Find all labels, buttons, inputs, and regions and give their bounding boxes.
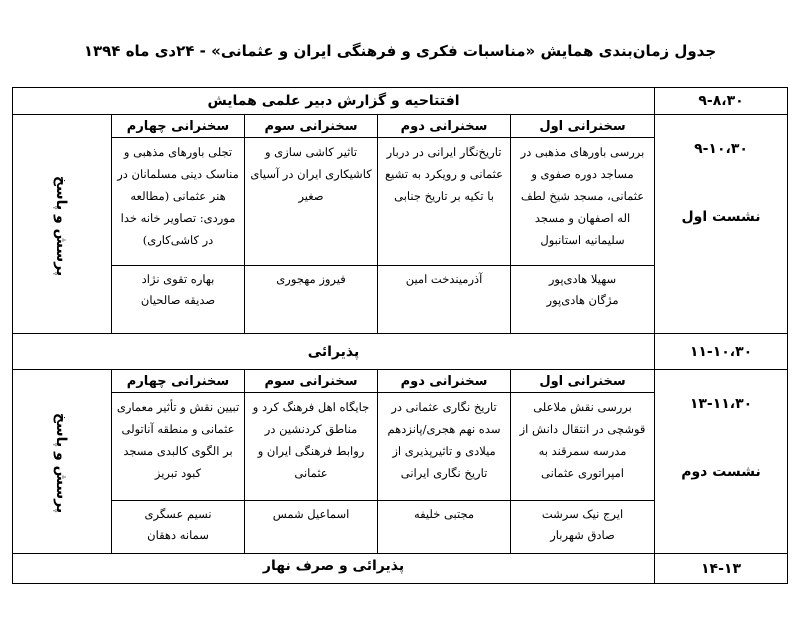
time-lunch: ۱۴-۱۳ xyxy=(655,554,788,584)
row-session2-headers xyxy=(13,370,788,393)
session2-name: نشست دوم xyxy=(681,464,761,480)
time-break1: ۱۱-۱۰،۳۰ xyxy=(655,334,788,370)
row-break1 xyxy=(13,334,788,370)
session1-time-cell xyxy=(655,115,788,334)
s1-speaker4-names: بهاره تقوی نژاد صدیقه صالحیان xyxy=(112,266,245,334)
s2-speaker1-header: سخنرانی اول xyxy=(511,370,655,393)
s1-speaker3-topic: تاثیر کاشی سازی و کاشیکاری ایران در آسیای صغیر xyxy=(245,138,378,266)
break1-label: پذیرائی xyxy=(13,334,655,370)
row-lunch xyxy=(13,554,788,584)
time-opening: ۹-۸،۳۰ xyxy=(655,88,788,115)
row-opening xyxy=(13,88,788,115)
s1-speaker3-names: فیروز مهجوری xyxy=(245,266,378,334)
s1-speaker4-header: سخنرانی چهارم xyxy=(112,115,245,138)
schedule-table xyxy=(12,87,788,584)
s2-speaker2-header: سخنرانی دوم xyxy=(378,370,511,393)
s2-speaker4-header: سخنرانی چهارم xyxy=(112,370,245,393)
s2-speaker3-topic: جایگاه اهل فرهنگ کرد و مناطق کردنشین در روابط فرهنگی ایران و عثمانی xyxy=(245,393,378,501)
s2-speaker4-names: نسیم عسگری سمانه دهقان xyxy=(112,501,245,554)
lunch-label: پذیرائی و صرف نهار xyxy=(13,554,655,584)
s1-speaker2-topic: تاریخ‌نگار ایرانی در دربار عثمانی و رویکرد به تشیع با تکیه بر تاریخ جنابی xyxy=(378,138,511,266)
session1-time: ۹-۱۰،۳۰ xyxy=(694,141,748,157)
s2-speaker2-topic: تاریخ نگاری عثمانی در سده نهم هجری/پانزدهم میلادی و تاثیرپذیری از تاریخ نگاری ایرانی xyxy=(378,393,511,501)
session2-qa: پرسش و پاسخ xyxy=(13,370,112,554)
s1-speaker1-topic: بررسی باورهای مذهبی در مساجد دوره صفوی و عثمانی، مسجد شیخ لطف اله اصفهان و مسجد سلیمانیه استانبول xyxy=(511,138,655,266)
page-title: جدول زمان‌بندی همایش «مناسبات فکری و فرهنگی ایران و عثمانی» - ۲۴دی ماه ۱۳۹۴ xyxy=(83,42,717,60)
s1-speaker2-names: آذرمیندخت امین xyxy=(378,266,511,334)
s2-speaker2-names: مجتبی خلیفه xyxy=(378,501,511,554)
s1-speaker1-header: سخنرانی اول xyxy=(511,115,655,138)
opening-label: افتتاحیه و گزارش دبیر علمی همایش xyxy=(13,88,655,115)
session1-name: نشست اول xyxy=(681,209,761,225)
session2-time-cell xyxy=(655,370,788,554)
s2-speaker1-names: ایرج نیک سرشت صادق شهربار xyxy=(511,501,655,554)
s1-speaker2-header: سخنرانی دوم xyxy=(378,115,511,138)
row-session1-headers xyxy=(13,115,788,138)
s1-speaker3-header: سخنرانی سوم xyxy=(245,115,378,138)
s1-speaker1-names: سهیلا هادی‌پور مژگان هادی‌پور xyxy=(511,266,655,334)
s2-speaker1-topic: بررسی نقش ملاعلی قوشچی در انتقال دانش از مدرسه سمرقند به امپراتوری عثمانی xyxy=(511,393,655,501)
s1-speaker4-topic: تجلی باورهای مذهبی و مناسک دینی مسلمانان در هنر عثمانی (مطالعه موردی: تصاویر خانه خدا در کاشی‌کاری) xyxy=(112,138,245,266)
session1-qa: پرسش و پاسخ xyxy=(13,115,112,334)
s2-speaker3-header: سخنرانی سوم xyxy=(245,370,378,393)
session2-time: ۱۳-۱۱،۳۰ xyxy=(689,396,753,412)
s2-speaker3-names: اسماعیل شمس xyxy=(245,501,378,554)
s2-speaker4-topic: تبیین نقش و تأثیر معماری عثمانی و منطقه آناتولی بر الگوی کالبدی مسجد کبود تبریز xyxy=(112,393,245,501)
